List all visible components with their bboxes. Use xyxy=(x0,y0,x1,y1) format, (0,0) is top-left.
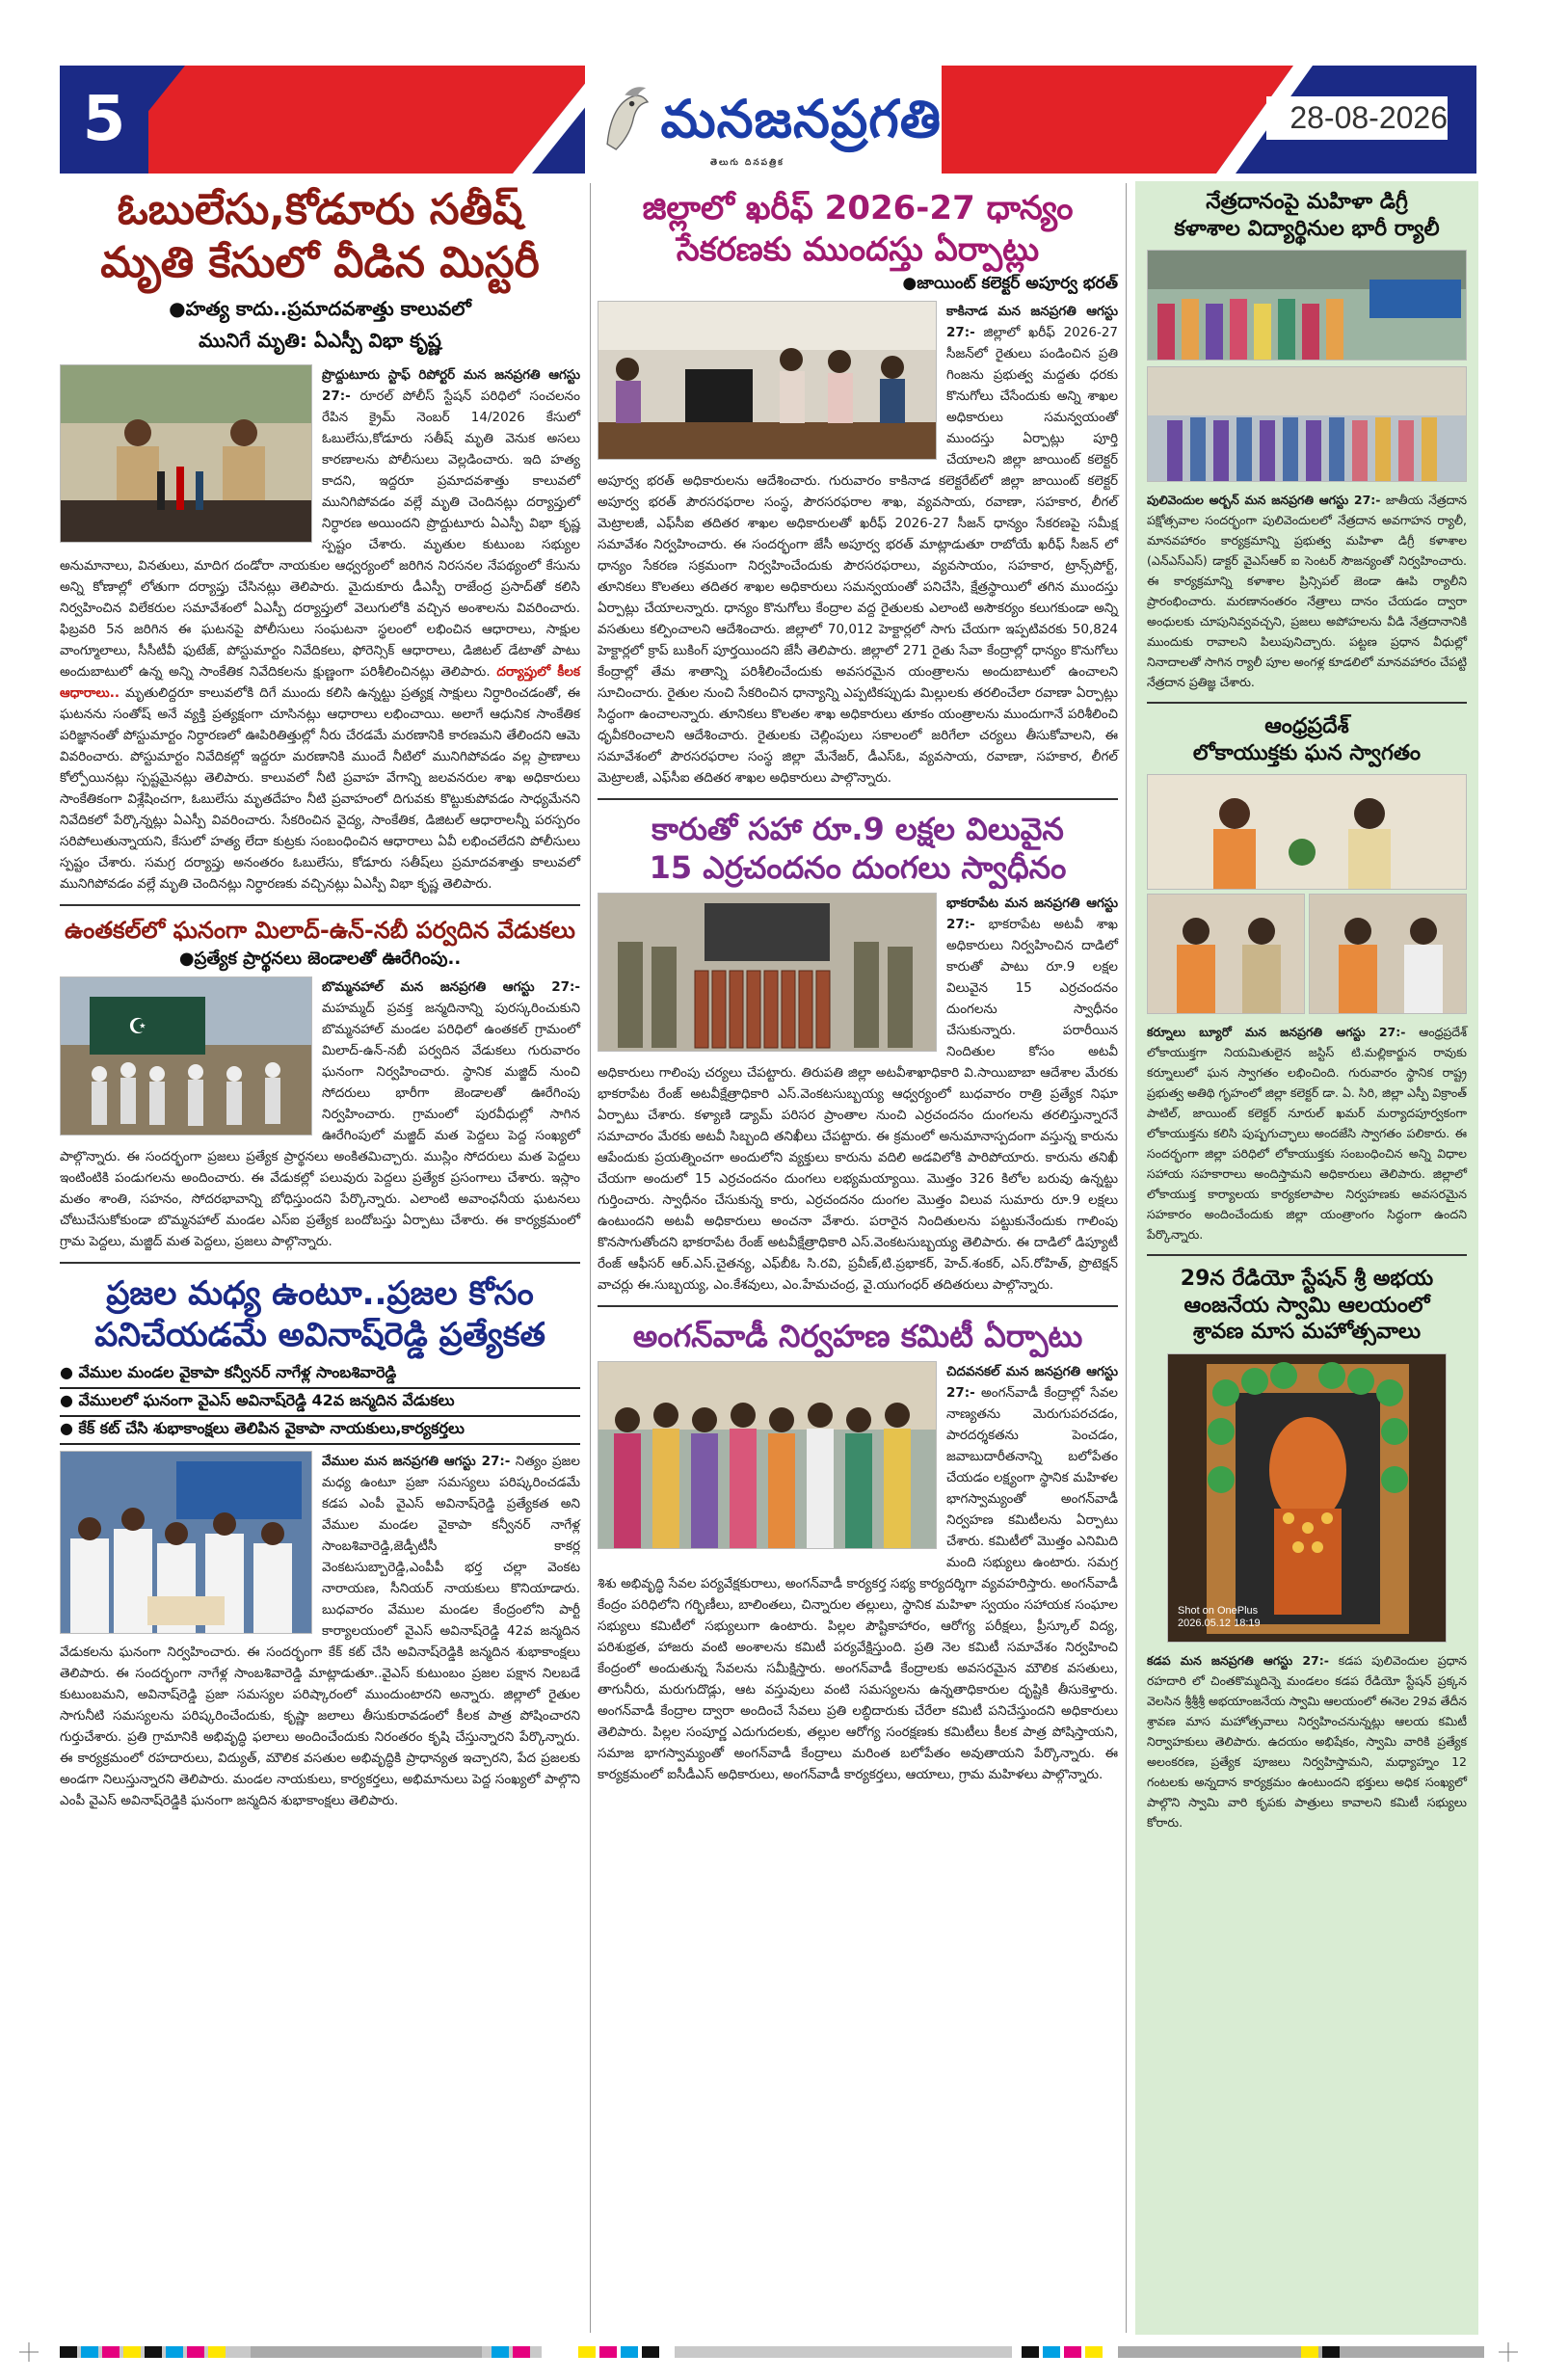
red-sanders-photo-art xyxy=(598,894,937,1052)
milad-text: మహమ్మద్ ప్రవక్త జన్మదినాన్ని పురస్కరించుకుని బొమ్మనహాల్ మండల పరిధిలో ఉంతకల్ గ్రామంలో మిలాద్-ఉన్-నబీ పర్వదిన వేడుకలు గురువారం ఘనంగా నిర్వహించారు. స్థానిక మజ్జిద్ నుంచి సోదరులు భారీగా జెండాలతో ఊరేగింపు నిర్వహించారు. గ్రామంలో పురవీధుల్లో సాగిన ఊరేగింపులో మజ్జిద్ మత పెద్దలు పెద్ద సంఖ్యలో పాల్గొన్నారు. ఈ సందర్భంగా ప్రజలు ప్రత్యేక ప్రార్థనలు అంకితమిచ్చారు. ముస్లిం సోదరులు మత పెద్దలు ఇంటింటికి పండుగలను అందించారు. ఈ వేడుకల్లో పలువురు పెద్దలు ప్రత్యేక ప్రసంగాలు చేశారు. ఇస్లాం మతం శాంతి, సహనం, సోదరభావాన్ని బోధిస్తుందని పేర్కొన్నారు. ఎలాంటి అవాంఛనీయ ఘటనలు చోటుచేసుకోకుండా బొమ్మనహాల్ మండల ఎస్ఐ ప్రత్యేక బందోబస్తు ఏర్పాటు చేశారు. ఈ కార్యక్రమంలో గ్రామ పెద్దలు, మజ్జిద్ మత పెద్దలు, ప్రజలు పాల్గొన్నారు. xyxy=(60,1001,580,1249)
story-subhead-2: మునిగే మృతి: ఏఎస్పీ విభా కృష్ణ xyxy=(199,329,441,352)
temple-title-line2: ఆంజనేయ స్వామి ఆలయంలో xyxy=(1183,1293,1430,1318)
eye-donation-text: జాతీయ నేత్రదాన పక్షోత్సవాల సందర్భంగా పులివెందులలో నేత్రదాన అవగాహన ర్యాలీ, మానవహారం కార్యక్రమాన్ని ప్రభుత్వ మహిళా డిగ్రీ కళాశాల (ఎన్ఎస్ఎస్) డాక్టర్ వైఎస్ఆర్ ఐ సెంటర్ సౌజన్యంతో నిర్వహించారు. ఈ కార్యక్రమాన్ని కళాశాల ప్రిన్సిపల్ జెండా ఊపి ర్యాలీని ప్రారంభించారు. మరణానంతరం నేత్రాలు దానం చేయడం ద్వారా అంధులకు చూపునివ్వవచ్చని, ప్రజలు అపోహలను వీడి నేత్రదానానికి ముందుకు రావాలని పిలుపునిచ్చారు. పట్టణ ప్రధాన వీధుల్లో నినాదాలతో సాగిన ర్యాలీ పూల అంగళ్ల కూడలిలో మానవహారం చేపట్టి నేత్రదాన ప్రతిజ్ఞ చేశారు. xyxy=(1147,493,1467,689)
sandalwood-title-line2: 15 ఎర్రచందనం దుంగలు స్వాధీనం xyxy=(649,849,1067,886)
story-subhead-1: ●హత్య కాదు..ప్రమాదవశాత్తు కాలువలో xyxy=(169,297,471,320)
issue-date: 28-08-2026 xyxy=(1266,96,1448,140)
kharif-body xyxy=(598,301,1118,789)
avinash-title-line1: ప్రజల మధ్య ఉంటూ..ప్రజల కోసం xyxy=(106,1274,534,1313)
masthead-banner xyxy=(60,66,1476,174)
sandalwood-body xyxy=(598,893,1118,1296)
eye-donation-rally-photo-2 xyxy=(1147,366,1467,482)
eye-donation-title-line1: నేత్రదానంపై మహిళా డిగ్రీ xyxy=(1206,190,1408,214)
divider xyxy=(598,1305,1118,1307)
temple-dateline: కడప మన జనప్రగతి ఆగస్టు 27:- xyxy=(1147,1652,1329,1668)
avinash-subhead-1: ● వేముల మండల వైకాపా కన్వీనర్ నాగేళ్ల సాంబశివారెడ్డి xyxy=(60,1361,580,1389)
story-highlight: దర్యాప్తులో కీలక ఆధారాలు.. xyxy=(60,664,581,701)
divider xyxy=(1147,1254,1467,1256)
photo-watermark: Shot on OnePlus 2026.05.12 18:19 xyxy=(1178,1604,1261,1629)
avinash-title-line2: పనిచేయడమే అవినాష్‌రెడ్డి ప్రత్యేకత xyxy=(94,1315,545,1354)
print-registration-strip xyxy=(0,2340,1542,2364)
right-sidebar xyxy=(1147,189,1467,1832)
divider xyxy=(60,904,580,906)
sandalwood-text: భాకరాపేట అటవీ శాఖ అధికారులు నిర్వహించిన దాడిలో కారుతో పాటు రూ.9 లక్షల విలువైన 15 ఎర్రచందనం దుంగలను స్వాధీనం చేసుకున్నారు. పరారీయిన నిందితుల కోసం అటవీ అధికారులు గాలింపు చర్యలు చేపట్టారు. తిరుపతి జిల్లా అటవీశాఖాధికారి వి.సాయిబాబా ఆదేశాల మేరకు భాకరాపేట రేంజ్ అటవీక్షేత్రాధికారి ఎస్.వెంకటసుబ్బయ్య ఆధ్వర్యంలో బుధవారం రాత్రి ప్రత్యేక నిఘా ఏర్పాటు చేశారు. కళ్యాణి డ్యామ్ పరిసర ప్రాంతాల నుంచి ఎర్రచందనం దుంగలను తరలిస్తున్నారనే సమాచారం మేరకు అటవీ సిబ్బంది తనిఖీలు చేపట్టారు. ఈ క్రమంలో అనుమానాస్పదంగా వస్తున్న కారును ఆపేందుకు ప్రయత్నించగా అందులోని వ్యక్తులు కారును వదిలి అడవిలోకి పారిపోయారు. కారును తనిఖీ చేయగా అందులో 15 ఎర్రచందనం దుంగలు లభ్యమయ్యాయి. మొత్తం 326 కిలోల బరువు ఉన్నట్టు గుర్తించారు. స్వాధీనం చేసుకున్న కారు, ఎర్రచందనం దుంగల మొత్తం విలువ సుమారు రూ.9 లక్షలు ఉంటుందని అటవీ అధికారులు అంచనా వేశారు. పరారైన నిందితులను పట్టుకునేందుకు గాలింపు కొనసాగుతోందని భాకరాపేట రేంజ్ అటవీక్షేత్రాధికారి ఎస్.వెంకటసుబ్బయ్య తెలిపారు. ఈ దాడిలో డిప్యూటీ రేంజ్ ఆఫీసర్ ఆర్.ఎస్.చైతన్య, ఎఫ్‌బీఓ సి.రవి, ప్రవీణ్,టి.ప్రభాకర్, హెచ్.శంకర్, ఎస్.రోహిత్, ప్రొటెక్షన్ వాచర్లు ఈ.సుబ్బయ్య, ఎం.కేశవులు, ఎం.హేమచంద్ర, వై.యుగంధర్ తదితరులు పాల్గొన్నారు. xyxy=(598,917,1118,1293)
lokayukta-photo-1-art xyxy=(1148,775,1467,890)
rally-photo-2-art xyxy=(1148,367,1467,482)
story-text: రూరల్ పోలీస్ స్టేషన్ పరిధిలో సంచలనం రేపిన క్రైమ్ నెంబర్ 14/2026 కేసులో ఓబులేసు,కోడూరు సతీష్ మృతి వెనుక అసలు కారణాలను పోలీసులు వెల్లడించారు. ఇది హత్య కాదని, ఇద్దరూ ప్రమాదవశాత్తు కాలువలో మునిగిపోవడం వల్లే మృతి చెందినట్లు దర్యాప్తులో నిర్ధారణ అయిందని ప్రొద్దుటూరు ఏఎస్పీ విభా కృష్ణ స్పష్టం చేశారు. మృతుల కుటుంబ సభ్యుల అనుమానాలు, వినతులు, మాదిగ దండోరా నాయకుల ఆధ్వర్యంలో జరిగిన నిరసనల నేపథ్యంలో కేసును అన్ని కోణాల్లో లోతుగా దర్యాప్తు చేసినట్లు తెలిపారు. మైదుకూరు డీఎస్పీ రాజేంద్ర ప్రసాద్‌తో కలిసి నిర్వహించిన విలేకరుల సమావేశంలో ఏఎస్పీ దర్యాప్తులో వెలుగులోకి వచ్చిన అంశాలను వివరించారు. ఫిబ్రవరి 5న జరిగిన ఈ ఘటనపై పోలీసులు సంఘటనా స్థలంలో లభించిన ఆధారాలు, సాక్షుల వాంగ్మూలాలు, సీసీటీవీ ఫుటేజ్, పోస్టుమార్టం నివేదికలు, ఫోరెన్సిక్ ఆధారాలు, డిజిటల్ డేటాతో పాటు అందుబాటులో ఉన్న అన్ని సాంకేతిక నివేదికలను క్షుణ్ణంగా పరిశీలించినట్లు తెలిపారు. xyxy=(60,388,580,680)
column-rule xyxy=(590,183,591,2333)
story-body xyxy=(60,364,580,895)
masthead-logo xyxy=(585,66,942,174)
milad-subhead: ●ప్రత్యేక ప్రార్థనలు జెండాలతో ఊరేగింపు.. xyxy=(178,949,462,969)
rally-photo-1-art xyxy=(1148,251,1467,361)
story-dateline: ప్రొద్దుటూరు స్టాఫ్ రిపోర్టర్ మన జనప్రగతి ఆగస్టు 27:- xyxy=(322,367,580,404)
lokayukta-photo-2-art xyxy=(1148,895,1305,1014)
eye-donation-title-line2: కళాశాల విద్యార్థినుల భారీ ర్యాలీ xyxy=(1174,216,1440,241)
press-meet-photo xyxy=(60,364,312,543)
kharif-dateline: కాకినాడ మన జనప్రగతి ఆగస్టు 27:- xyxy=(946,304,1118,340)
lokayukta-welcome-photo-1 xyxy=(1147,774,1467,890)
divider xyxy=(60,1262,580,1264)
story-title-line1: ఓబులేసు,కోడూరు సతీష్ xyxy=(117,185,523,234)
milad-procession-photo xyxy=(60,976,312,1136)
svg-text:☪: ☪ xyxy=(128,1015,147,1039)
kharif-text: జిల్లాలో ఖరీఫ్ 2026-27 సీజన్‌లో రైతులు పండించిన ప్రతి గింజను ప్రభుత్వ మద్దతు ధరకు కొనుగోలు చేసేందుకు అన్ని శాఖల అధికారులు సమన్వయంతో ముందస్తు ఏర్పాట్లు పూర్తి చేయాలని జిల్లా జాయింట్ కలెక్టర్ అపూర్వ భరత్ అధికారులను ఆదేశించారు. గురువారం కాకినాడ కలెక్టరేట్‌లో జిల్లా జాయింట్ కలెక్టర్ అపూర్వ భరత్ పౌరసరఫరాల సంస్థ, పౌరసరఫరాల శాఖ, వ్యవసాయ, రవాణా, సహకార, లీగల్ మెట్రాలజీ, ఎఫ్‌సీఐ తదితర శాఖల అధికారులతో ఖరీఫ్ 2026-27 సీజన్ ధాన్యం సేకరణపై సమీక్ష సమావేశం నిర్వహించారు. ఈ సందర్భంగా జేసీ అపూర్వ భరత్ మాట్లాడుతూ రాబోయే ఖరీఫ్ సీజన్ లో ధాన్యం సేకరణ సక్రమంగా నిర్వహించేందుకు పౌరసరఫరాలు, వ్యవసాయం, సహకార, ట్రాన్స్‌పోర్ట్, తూనికలు కొలతలు తదితర శాఖల అధికారులు సమన్వయంతో పనిచేసి, క్షేత్రస్థాయిలో తగిన ముందస్తు ఏర్పాట్లు చేయాలన్నారు. ధాన్యం కొనుగోలు కేంద్రాల వద్ద రైతులకు ఎలాంటి అసౌకర్యం కలుగకుండా అన్ని వసతులు కల్పించాలని ఆదేశించారు. జిల్లాలో 70,012 హెక్టార్లలో సాగు చేయగా ఇప్పటివరకు 50,824 హెక్టార్లలో క్రాప్ బుకింగ్ పూర్తయిందని జేసీ తెలిపారు. జిల్లాలో 271 రైతు సేవా కేంద్రాల్లో ధాన్యం కొనుగోలు కేంద్రాల్లో తేమ శాతాన్ని పరిశీలించేందుకు అవసరమైన యంత్రాలను అందుబాటులో ఉంచాలని సూచించారు. రైతుల నుంచి సేకరించిన ధాన్యాన్ని ఎప్పటికప్పుడు మిల్లులకు తరలించేలా రవాణా ఏర్పాట్లు సిద్ధంగా ఉంచాలన్నారు. తూనికలు కొలతల శాఖ అధికారులు తూకం యంత్రాలను ముందుగానే పరిశీలించి ధృవీకరించాలని ఆదేశించారు. రైతులకు చెల్లింపులు సకాలంలో జరిగేలా చర్యలు తీసుకోవాలని, ఈ సమావేశంలో పౌరసరఫరాల సంస్థ జిల్లా మేనేజర్, డీఎస్‌ఓ, వ్యవసాయ, రవాణా, సహకార, లీగల్ మెట్రాలజీ, ఎఫ్‌సీఐ తదితర శాఖల అధికారులు పాల్గొన్నారు. xyxy=(598,325,1118,786)
anganwadi-committee-photo xyxy=(598,1361,937,1549)
lokayukta-welcome-photo-2 xyxy=(1147,894,1305,1014)
milad-body xyxy=(60,976,580,1252)
eye-donation-body xyxy=(1147,490,1467,692)
lokayukta-welcome-photo-3 xyxy=(1309,894,1467,1014)
sandalwood-title-line1: కారుతో సహా రూ.9 లక్షల విలువైన xyxy=(651,811,1064,847)
milad-dateline: బొమ్మనహాల్ మన జనప్రగతి ఆగస్టు 27:- xyxy=(322,979,580,995)
page-number: 5 xyxy=(60,66,148,174)
left-column xyxy=(60,183,580,1811)
anganwadi-dateline: చిదవనకల్ మన జనప్రగతి ఆగస్టు 27:- xyxy=(946,1364,1118,1401)
milad-photo-art xyxy=(61,977,312,1136)
sandalwood-dateline: భాకరాపేట మన జనప్రగతి ఆగస్టు 27:- xyxy=(946,896,1118,932)
logo-figure-icon xyxy=(598,79,652,160)
lokayukta-photo-grid xyxy=(1147,774,1467,1014)
review-meeting-photo xyxy=(598,301,937,460)
birthday-celebration-photo xyxy=(60,1451,312,1634)
story-title-line2: మృతి కేసులో వీడిన మిస్టరీ xyxy=(100,238,540,287)
lokayukta-body xyxy=(1147,1022,1467,1244)
anganwadi-body xyxy=(598,1361,1118,1785)
birthday-photo-art xyxy=(61,1452,312,1634)
avinash-text: నిత్యం ప్రజల మధ్య ఉంటూ ప్రజా సమస్యలు పరిష్కరించడమే కడప ఎంపీ వైఎస్ అవినాష్‌రెడ్డి ప్రత్యేకత అని వేముల మండల వైకాపా కన్వీనర్ నాగేళ్ల సాంబశివారెడ్డి,జెడ్పీటీసీ కాకర్ల వెంకటసుబ్బారెడ్డి,ఎంపీపీ భర్త చల్లా వెంకట నారాయణ, సీనియర్ నాయకులు కొనియాడారు. బుధవారం వేముల మండల కేంద్రంలోని పార్టీ కార్యాలయంలో వైఎస్ అవినాష్‌రెడ్డి 42వ జన్మదిన వేడుకలను ఘనంగా నిర్వహించారు. ఈ సందర్భంగా కేక్ కట్ చేసి అవినాష్‌రెడ్డికి జన్మదిన శుభాకాంక్షలు తెలిపారు. ఈ సందర్భంగా నాగేళ్ల సాంబశివారెడ్డి మాట్లాడుతూ..వైఎస్ కుటుంబం ప్రజల పక్షాన నిలబడే కుటుంబమని, అవినాష్‌రెడ్డి ప్రజా సమస్యల పరిష్కారంలో ముందుంటారని అన్నారు. జిల్లాలో రైతుల సాగునీటి సమస్యలను పరిష్కరించేందుకు, కృష్ణా జలాలు తీసుకురావడంలో కీలక పాత్ర పోషించారని గుర్తుచేశారు. ప్రతి గ్రామానికి అభివృద్ధి ఫలాలు అందించేందుకు నిరంతరం కృషి చేస్తున్నారని పేర్కొన్నారు. ఈ కార్యక్రమంలో రహదారులు, విద్యుత్, మౌలిక వసతుల అభివృద్ధికి ప్రాధాన్యత ఇచ్చారని, పేద ప్రజలకు అండగా నిలుస్తున్నారని తెలిపారు. మండల నాయకులు, కార్యకర్తలు, అభిమానులు పెద్ద సంఖ్యలో పాల్గొని ఎంపీ వైఎస్ అవినాష్‌రెడ్డికి ఘనంగా జన్మదిన శుభాకాంక్షలు తెలిపారు. xyxy=(60,1454,580,1808)
avinash-subhead-3: ● కేక్ కట్ చేసి శుభాకాంక్షలు తెలిపిన వైకాపా నాయకులు,కార్యకర్తలు xyxy=(60,1417,580,1445)
temple-text: కడప పులివెందుల ప్రధాన రహదారి లో చింతకొమ్మదిన్నె మండలం కడప రేడియో స్టేషన్ ప్రక్కన వెలసిన శ్రీశ్రీశ్రీ అభయాంజనేయ స్వామి ఆలయంలో ఈనెల 29వ తేదీన శ్రావణ మాస మహోత్సవాలు నిర్వహించనున్నట్లు ఆలయ కమిటీ నిర్వాహకులు తెలిపారు. ఉదయం అభిషేకం, స్వామి వారికి ప్రత్యేక అలంకరణ, ప్రత్యేక పూజలు నిర్వహిస్తామని, మధ్యాహ్నం 12 గంటలకు అన్నదాన కార్యక్రమం ఉంటుందని భక్తులు అధిక సంఖ్యలో పాల్గొని స్వామి వారి కృపకు పాత్రులు కావాలని కమిటీ సభ్యులు కోరారు. xyxy=(1147,1652,1467,1830)
eye-donation-dateline: పులివెందుల అర్బన్ మన జనప్రగతి ఆగస్టు 27:- xyxy=(1147,493,1381,507)
red-sanders-seizure-photo xyxy=(598,893,937,1052)
press-meet-photo-art xyxy=(61,365,312,543)
hanuman-idol-photo xyxy=(1167,1353,1447,1643)
avinash-subhead-2: ● వేములలో ఘనంగా వైఎస్ అవినాష్‌రెడ్డి 42వ జన్మదిన వేడుకలు xyxy=(60,1389,580,1417)
avinash-subheads xyxy=(60,1361,580,1445)
kharif-title-line1: జిల్లాలో ఖరీఫ్ 2026-27 ధాన్యం xyxy=(642,189,1074,227)
temple-title-line1: 29న రేడియో స్టేషన్ శ్రీ అభయ xyxy=(1180,1267,1434,1291)
anganwadi-text: అంగన్‌వాడీ కేంద్రాల్లో సేవల నాణ్యతను మెరుగుపరచడం, పారదర్శకతను పెంచడం, జవాబుదారీతనాన్ని బలోపేతం చేయడం లక్ష్యంగా స్థానిక మహిళల భాగస్వామ్యంతో అంగన్‌వాడీ నిర్వహణ కమిటీలను ఏర్పాటు చేశారు. కమిటీలో మొత్తం ఎనిమిది మంది సభ్యులు ఉంటారు. సమగ్ర శిశు అభివృద్ధి సేవల పర్యవేక్షకురాలు, అంగన్‌వాడీ కార్యకర్త సభ్య కార్యదర్శిగా వ్యవహరిస్తారు. అంగన్‌వాడీ కేంద్రం పరిధిలోని గర్భిణీలు, బాలింతలు, చిన్నారుల తల్లులు, స్థానిక మహిళా స్వయం సహాయక సంఘాల సభ్యులు కమిటీలో సభ్యులుగా ఉంటారు. పిల్లల పౌష్టికాహారం, ఆరోగ్య పరీక్షలు, ప్రీస్కూల్ విద్య, పరిశుభ్రత, హాజరు వంటి అంశాలను కమిటీ పర్యవేక్షిస్తుంది. ప్రతి నెల కమిటీ సమావేశం నిర్వహించి కేంద్రంలో అందుతున్న సేవలను సమీక్షిస్తారు. అంగన్‌వాడీ కేంద్రాలకు అవసరమైన మౌలిక వసతులు, తాగునీరు, మరుగుదొడ్లు, ఆట వస్తువులు వంటి సమస్యలను ఉన్నతాధికారుల దృష్టికి తీసుకెళ్తారు. అంగన్‌వాడీ కేంద్రాల ద్వారా అందించే సేవలు ప్రతి లబ్ధిదారుకు చేరేలా కమిటీ పనిచేస్తుందని అధికారులు తెలిపారు. పిల్లల సంపూర్ణ ఎదుగుదలకు, తల్లుల ఆరోగ్య సంరక్షణకు కమిటీలు కీలక పాత్ర పోషిస్తాయని, సమాజ భాగస్వామ్యంతో అంగన్‌వాడీ కేంద్రాలు మరింత బలోపేతం అవుతాయని పేర్కొన్నారు. ఈ కార్యక్రమంలో ఐసీడీఎస్ అధికారులు, అంగన్‌వాడీ కార్యకర్తలు, ఆయాలు, గ్రామ మహిళలు పాల్గొన్నారు. xyxy=(598,1385,1118,1782)
middle-column xyxy=(598,188,1118,1785)
anganwadi-photo-art xyxy=(598,1362,937,1549)
kharif-subhead: ●జాయింట్ కలెక్టర్ అపూర్వ భరత్ xyxy=(902,274,1118,293)
hanuman-idol-photo-art xyxy=(1168,1354,1447,1643)
lokayukta-dateline: కర్నూలు బ్యూరో మన జనప్రగతి ఆగస్టు 27:- xyxy=(1147,1025,1406,1039)
eye-donation-rally-photo-1 xyxy=(1147,250,1467,361)
masthead-title: మనజనప్రగతి xyxy=(660,89,942,149)
kharif-title-line2: సేకరణకు ముందస్తు ఏర్పాట్లు xyxy=(676,229,1040,269)
anganwadi-title: అంగన్‌వాడీ నిర్వహణ కమిటీ ఏర్పాటు xyxy=(632,1318,1083,1354)
lokayukta-text: ఆంధ్రప్రదేశ్ లోకాయుక్తగా నియమితులైన జస్టిస్ టి.మల్లికార్జున రావుకు కర్నూలులో ఘన స్వాగతం లభించింది. గురువారం స్థానిక రాష్ట్ర ప్రభుత్వ అతిథి గృహంలో జిల్లా కలెక్టర్ డా. ఏ. సిరి, జిల్లా ఎస్పీ విక్రాంత్ పాటిల్, జాయింట్ కలెక్టర్ నూరుల్ ఖమర్ మర్యాదపూర్వకంగా లోకాయుక్తను కలిసి పుష్పగుచ్ఛాలు అందజేసి స్వాగతం పలికారు. ఈ సందర్భంగా జిల్లా పరిధిలో లోకాయుక్తకు సంబంధించిన అన్ని విధాల సహాయ సహకారాలు అందిస్తామని అధికారులు తెలిపారు. జిల్లాలో లోకాయుక్త కార్యాలయ కార్యకలాపాల నిర్వహణకు అవసరమైన సహకారం అందించేందుకు జిల్లా యంత్రాంగం సిద్ధంగా ఉందని పేర్కొన్నారు. xyxy=(1147,1025,1467,1242)
temple-title-line3: శ్రావణ మాస మహోత్సవాలు xyxy=(1192,1320,1422,1344)
lokayukta-title-line1: ఆంధ్రప్రదేశ్ xyxy=(1264,714,1349,738)
avinash-dateline: వేముల మన జనప్రగతి ఆగస్టు 27:- xyxy=(322,1454,511,1469)
review-meeting-photo-art xyxy=(598,302,937,460)
divider xyxy=(598,798,1118,800)
lokayukta-title-line2: లోకాయుక్తకు ఘన స్వాగతం xyxy=(1192,740,1422,765)
masthead-tagline: తెలుగు దినపత్రిక xyxy=(710,158,784,168)
divider xyxy=(1147,702,1467,704)
story-text-2: మృతులిద్దరూ కాలువలోకి దిగే ముందు కలిసి ఉన్నట్టు ప్రత్యక్ష సాక్షులు నిర్ధారించడంతో, ఈ ఘటనను సంతోష్ అనే వ్యక్తి ప్రత్యక్షంగా చూసినట్లు ఆధారాలు లభించాయి. అలాగే ఆధునిక సాంకేతిక పరిజ్ఞానంతో పోస్టుమార్టం నిర్ధారణలో ఊపిరితిత్తుల్లో నీరు చేరడమే మరణానికి కారణమని తేలిందని ఆమె వివరించారు. పోస్టుమార్టం నివేదికల్లో ఇద్దరూ మరణానికి ముందే నీటిలో మునిగిపోవడం వల్ల ప్రాణాలు కోల్పోయినట్లు స్పష్టమైనట్లు తెలిపారు. కాలువలో నీటి ప్రవాహ వేగాన్ని జలవనరుల శాఖ అధికారులు సాంకేతికంగా విశ్లేషించగా, ఓబులేసు మృతదేహం నీటి ప్రవాహంలో దిగువకు కొట్టుకుపోవడం సాధ్యమేనని నివేదికలో పేర్కొన్నట్లు ఏఎస్పీ వివరించారు. సేకరించిన వైద్య, సాంకేతిక, డిజిటల్ ఆధారాలన్నీ పరస్పరం సరిపోలుతున్నాయని, కేసులో హత్య లేదా కుట్రకు సంబంధించిన ఆధారాలు ఏవీ లభించలేదని పోలీసులు స్పష్టం చేశారు. సమగ్ర దర్యాప్తు అనంతరం ఓబులేసు, కోడూరు సతీష్‌లు ప్రమాదవశాత్తు కాలువలో మునిగిపోవడం వల్లే మృతి చెందినట్లు నిర్ధారణకు వచ్చినట్లు ఏఎస్పీ విభా కృష్ణ తెలిపారు. xyxy=(60,685,580,892)
temple-body xyxy=(1147,1650,1467,1832)
column-rule xyxy=(1126,183,1127,2333)
lokayukta-photo-3-art xyxy=(1310,895,1467,1014)
avinash-body xyxy=(60,1451,580,1811)
milad-title: ఉంతకల్‌లో ఘనంగా మిలాద్-ఉన్-నబీ పర్వదిన వేడుకలు xyxy=(65,917,575,944)
registration-marks xyxy=(0,2340,1542,2364)
